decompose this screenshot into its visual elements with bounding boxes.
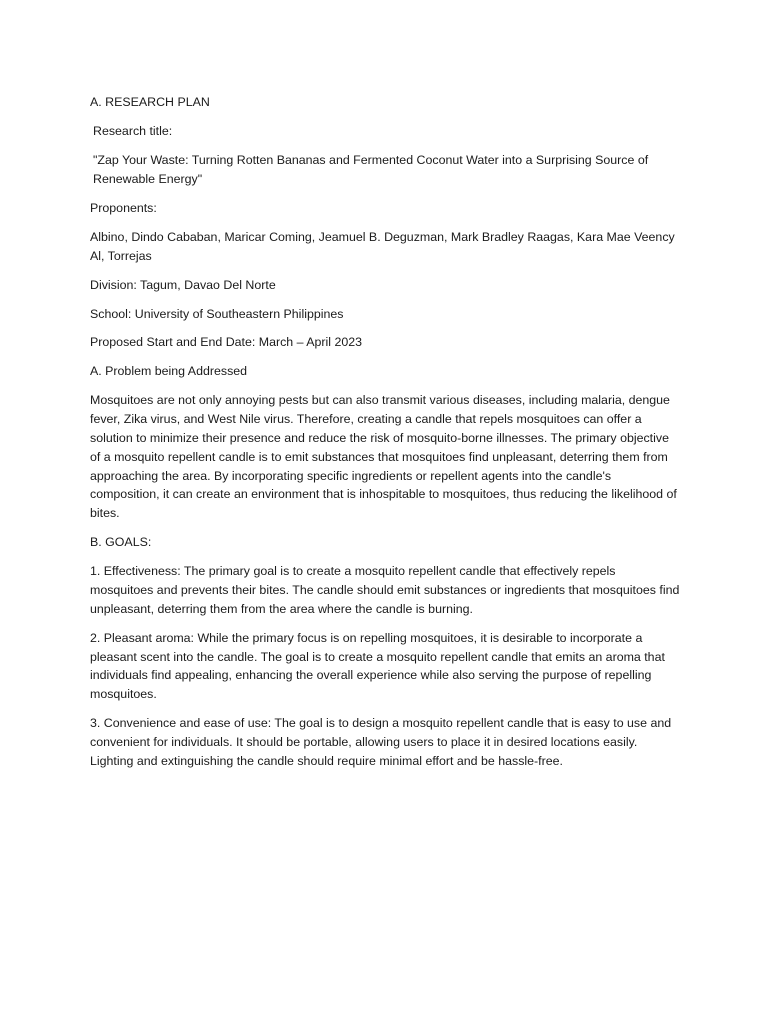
goals-heading: B. GOALS: <box>90 535 152 550</box>
research-title-label: Research title: <box>93 123 173 138</box>
goal-item: 2. Pleasant aroma: While the primary focus is on repelling mosquitoes, it is desirable to incorporate a pleasant scent into the candle. The goal is to create a mosquito repellent candle that emits an aroma that individuals find appealing, enhancing the overall experience while also serving the purpose of repelling mosquitoes. <box>90 630 665 702</box>
school: School: University of Southeastern Philippines <box>90 306 344 321</box>
problem-paragraph: Mosquitoes are not only annoying pests but can also transmit various diseases, including malaria, dengue fever, Zika virus, and West Nile virus. Therefore, creating a candle that repels mosquitoes can offer a solution to minimize their presence and reduce the risk of mosquito-borne illnesses. The primary objective of a mosquito repellent candle is to emit substances that mosquitoes find unpleasant, deterring them from approaching the area. By incorporating specific ingredients or repellent agents into the candle's composition, it can create an environment that is inhospitable to mosquitoes, thus reducing the likelihood of bites. <box>90 393 677 521</box>
proponents-list: Albino, Dindo Cababan, Maricar Coming, Jeamuel B. Deguzman, Mark Bradley Raagas, Kara Mae Veency Al, Torrejas <box>90 229 675 263</box>
goal-item: 1. Effectiveness: The primary goal is to create a mosquito repellent candle that effectively repels mosquitoes and prevents their bites. The candle should emit substances or ingredients that mosquitoes find unpleasant, deterring them from the area where the candle is burning. <box>90 564 680 616</box>
goal-item: 3. Convenience and ease of use: The goal is to design a mosquito repellent candle that is easy to use and convenient for individuals. It should be portable, allowing users to place it in desired locations easily. Lighting and extinguishing the candle should require minimal effort and be hassle-free. <box>90 716 672 768</box>
document-body <box>90 93 682 781</box>
problem-heading: A. Problem being Addressed <box>90 364 248 379</box>
section-heading-research-plan: A. RESEARCH PLAN <box>90 95 210 109</box>
proposed-dates: Proposed Start and End Date: March – April 2023 <box>90 335 363 350</box>
research-title: "Zap Your Waste: Turning Rotten Bananas and Fermented Coconut Water into a Surprising Source of Renewable Energy" <box>93 152 649 186</box>
division: Division: Tagum, Davao Del Norte <box>90 277 276 292</box>
proponents-label: Proponents: <box>90 200 157 215</box>
